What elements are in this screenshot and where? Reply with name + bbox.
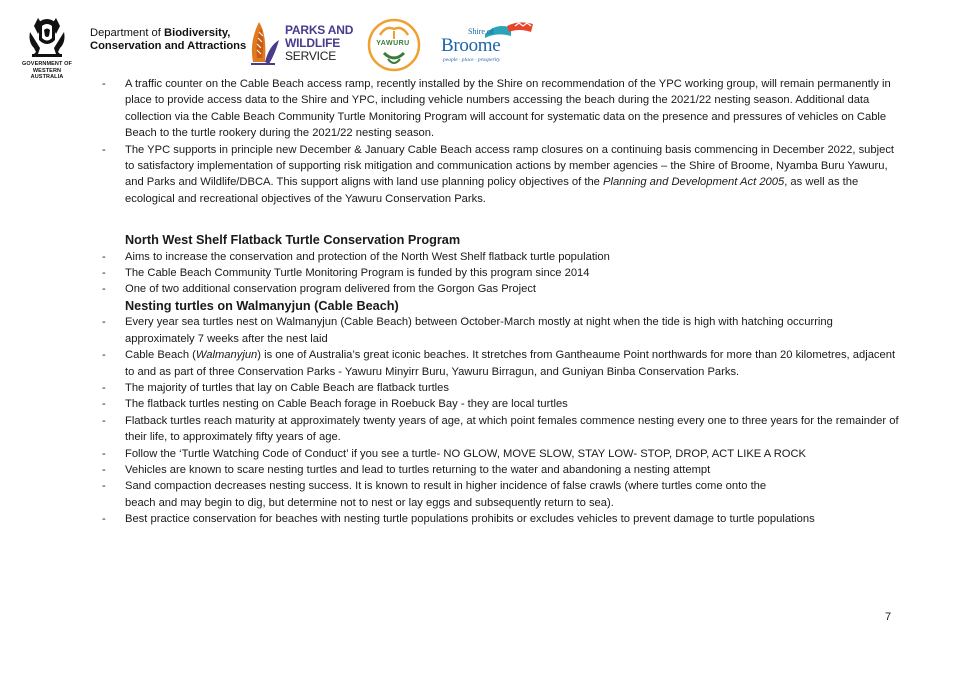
list-item [100,249,900,265]
broome-shire-label: Shire of [468,27,494,36]
list-item [100,396,900,412]
list-item [100,281,900,297]
pws-line1: PARKS AND [285,23,354,37]
bullet-text: Best practice conservation for beaches with nesting turtle populations prohibits or excludes vehicles to prevent damage to turtle populations [125,513,815,526]
dept-name-bold: Biodiversity, [164,27,231,39]
banksia-flower-icon [245,18,283,66]
list-item [100,347,900,380]
yawuru-wordmark: YAWURU [376,40,410,47]
document-body [100,76,900,528]
bullet-text-part: ) is one of Australia’s great iconic beaches. It stretches from Gantheaume Point northwards for more than 20 kilometres, adjacent to and as part of three Conservation Parks - Yawuru Minyirr Buru, Yawuru Birragun, and Guniyan Binba Conservation Parks. [125,349,896,378]
broome-tagline: people · place · prosperity [443,57,501,63]
list-item [100,511,900,527]
shire-of-broome-logo [441,20,536,68]
bullet-text-part: The YPC supports in principle new December & January Cable Beach access ramp closures on a continuing basis commencing in December 2022, subject to satisfactory implementation of supporting risk mitigation and communication actions by member agencies – the Shire of Broome, Nyamba Buru Yawuru, and Parks and Wildlife/DBCA. This support aligns with land use planning policy objectives of the [125,143,895,189]
broome-name: Broome [441,35,501,56]
bullet-text: The Cable Beach Community Turtle Monitoring Program is funded by this program since 2014 [125,267,590,280]
wa-caption-line1: GOVERNMENT OF [22,61,72,67]
list-item [100,478,900,511]
program-bullet-list [100,249,900,298]
dept-name-line2: Conservation and Attractions [90,40,247,52]
list-item [100,380,900,396]
page-number: 7 [885,611,892,623]
pws-line2: WILDLIFE [285,36,341,50]
bullet-text: The majority of turtles that lay on Cable Beach are flatback turtles [125,381,449,394]
bullet-text: The flatback turtles nesting on Cable Beach forage in Roebuck Bay - they are local turtles [125,398,568,411]
bullet-text-line: Sand compaction decreases nesting success. It is known to result in higher incidence of false crawls (where turtles come onto the [125,480,767,493]
bullet-text-part: Cable Beach ( [125,349,196,362]
parks-wildlife-wordmark [285,24,353,63]
bullet-text-line: beach and may begin to dig, but determine not to nest or lay eggs and subsequently return to sea). [125,496,614,509]
list-item [100,314,900,347]
list-item [100,446,900,462]
bullet-text: Follow the ‘Turtle Watching Code of Conduct’ if you see a turtle- NO GLOW, MOVE SLOW, STAY LOW- STOP, DROP, ACT LIKE A ROCK [125,447,807,460]
bullet-text-italic: Walmanyjun [195,349,258,362]
list-item [100,76,900,142]
bullet-text: Vehicles are known to scare nesting turtles and lead to turtles returning to the water and abandoning a nesting attempt [125,463,711,476]
list-item [100,142,900,208]
list-item [100,462,900,478]
intro-bullet-list [100,76,900,207]
department-name [90,27,246,53]
page-header [0,0,973,80]
list-item [100,413,900,446]
bullet-text-italic: Planning and Development Act 2005 [603,176,785,189]
coat-of-arms-icon [24,12,70,60]
bullet-text-part: , as well as the ecological and recreational objectives of the Yawuru Conservation Parks. [125,176,859,205]
bullet-text: One of two additional conservation program delivered from the Gorgon Gas Project [125,283,537,296]
bullet-text: A traffic counter on the Cable Beach access ramp, recently installed by the Shire on recommendation of the YPC working group, will remain permanently in place to provide access data to the Shire and YPC, including vehicle numbers accessing the beach during the 2021/22 nesting season. Additional data collection via the Cable Beach Community Turtle Monitoring Program will account for systematic data on the presence and pressures of vehicles on Cable Beach to the turtle rookery during the 2021/22 nesting season. [125,78,891,140]
bullet-text: Flatback turtles reach maturity at approximately twenty years of age, at which point females commence nesting every one to three years for the remainder of their life, to approximately fifty years of age. [125,414,899,444]
wa-government-logo [22,12,72,80]
nesting-bullet-list [100,314,900,527]
dept-name-prefix: Department of [90,27,164,39]
bullet-text: Aims to increase the conservation and protection of the North West Shelf flatback turtle population [125,250,610,263]
section-heading-flatback-program: North West Shelf Flatback Turtle Conservation Program [125,233,461,248]
list-item [100,265,900,281]
wa-caption-line2: WESTERN AUSTRALIA [30,68,64,80]
section-heading-nesting-turtles: Nesting turtles on Walmanyjun (Cable Beach) [125,298,399,313]
bullet-text: Every year sea turtles nest on Walmanyjun (Cable Beach) between October-March mostly at night when the tide is high with hatching occurring approximately 7 weeks after the nest laid [125,316,833,345]
pws-line3: SERVICE [285,49,337,63]
